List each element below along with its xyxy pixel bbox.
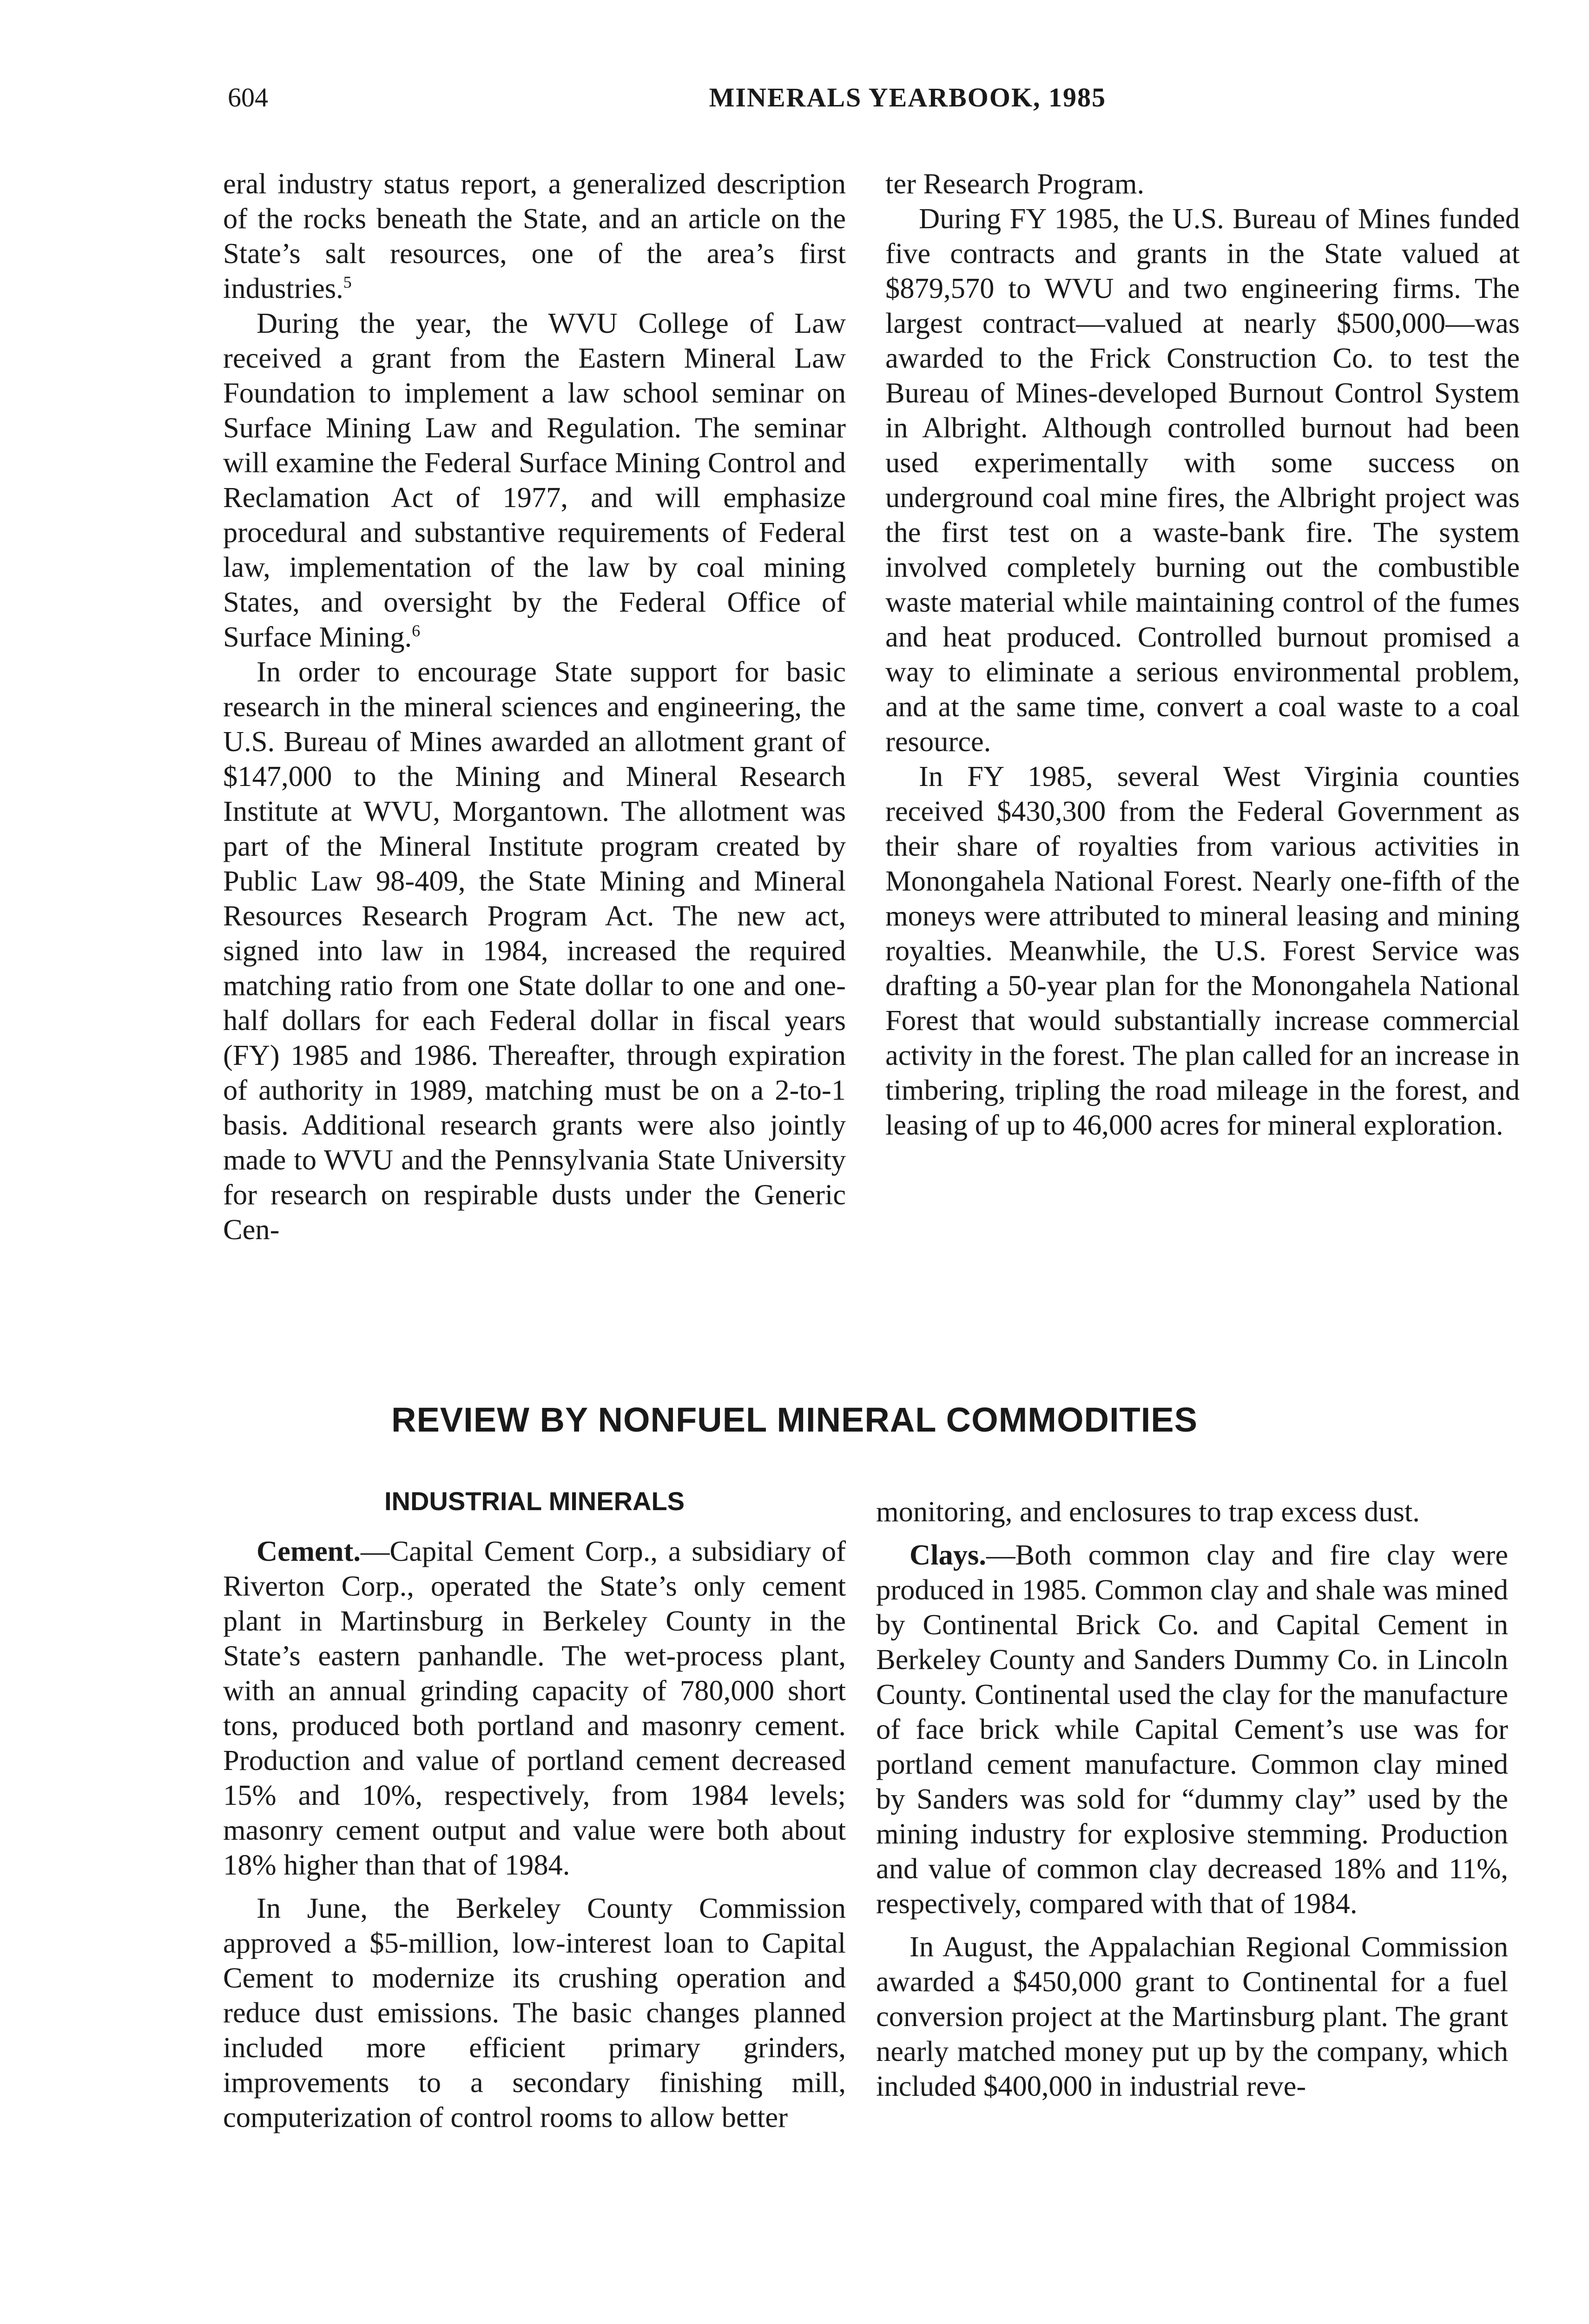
runin-heading-cement: Cement.	[257, 1535, 361, 1567]
paragraph: In FY 1985, several West Virginia counties received $430,300 from the Federal Government as their share of royalties from various activities in Monongahela National Forest. Nearly one-fifth of the moneys were attributed to mineral leasing and mining royalties. Meanwhile, the U.S. Forest Service was drafting a 50-year plan for the Monongahela National Forest that would substantially increase commercial activity in the forest. The plan called for an increase in timbering, tripling the road mileage in the forest, and leasing of up to 46,000 acres for mineral exploration.	[885, 760, 1520, 1141]
paragraph-text: During the year, the WVU College of Law received a grant from the Eastern Mineral Law Foundation to implement a law school seminar on Surface Mining Law and Regulation. The seminar will examine the Federal Surface Mining Control and Reclamation Act of 1977, and will emphasize procedural and substantive requirements of Federal law, implementation of the law by coal mining States, and oversight by the Federal Office of Surface Mining.	[223, 307, 846, 653]
section-heading: REVIEW BY NONFUEL MINERAL COMMODITIES	[391, 1400, 1198, 1439]
top-left-column	[223, 166, 846, 1247]
bottom-left-column	[223, 1534, 846, 2135]
paragraph: In August, the Appalachian Regional Commission awarded a $450,000 grant to Continental for a fuel conversion project at the Martinsburg plant. The grant nearly matched money put up by the company, which included $400,000 in industrial reve-	[876, 1930, 1508, 2102]
paragraph: In order to encourage State support for basic research in the mineral sciences and engineering, the U.S. Bureau of Mines awarded an allotment grant of $147,000 to the Mining and Mineral Research Institute at WVU, Morgantown. The allotment was part of the Mineral Institute program created by Public Law 98-409, the State Mining and Mineral Resources Research Program Act. The new act, signed into law in 1984, increased the required matching ratio from one State dollar to one and one-half dollars for each Federal dollar in fiscal years (FY) 1985 and 1986. Thereafter, through expiration of authority in 1989, matching must be on a 2-to-1 basis. Additional research grants were also jointly made to WVU and the Pennsylvania State University for research on respirable dusts under the Generic Cen-	[223, 655, 846, 1246]
bottom-right-column	[876, 1494, 1508, 2104]
paragraph-text: eral industry status report, a generalized description of the rocks beneath the State, and an article on the State’s salt resources, one of the area’s first industries.	[223, 167, 846, 304]
page-number: 604	[228, 82, 268, 112]
subsection-heading: INDUSTRIAL MINERALS	[384, 1486, 685, 1516]
paragraph	[223, 166, 846, 306]
paragraph: In June, the Berkeley County Commission approved a $5-million, low-interest loan to Capital Cement to modernize its crushing operation and reduce dust emissions. The basic changes planned included more efficient primary grinders, improvements to a secondary finishing mill, computerization of control rooms to allow better	[223, 1892, 846, 2133]
paragraph-text: —Capital Cement Corp., a subsidiary of Riverton Corp., operated the State’s only cement plant in Martinsburg in Berkeley County in the State’s eastern panhandle. The wet-process plant, with an annual grinding capacity of 780,000 short tons, produced both portland and masonry cement. Production and value of portland cement decreased 15% and 10%, respectively, from 1984 levels; masonry cement output and value were both about 18% higher than that of 1984.	[223, 1535, 846, 1881]
paragraph	[223, 1534, 846, 1882]
paragraph-text: —Both common clay and fire clay were produced in 1985. Common clay and shale was mined by Continental Brick Co. and Capital Cement in Berkeley County and Sanders Dummy Co. in Lincoln County. Continental used the clay for the manufacture of face brick while Capital Cement’s use was for portland cement manufacture. Common clay mined by Sanders was sold for “dummy clay” used by the mining industry for explosive stemming. Production and value of common clay decreased 18% and 11%, respectively, compared with that of 1984.	[876, 1538, 1508, 1920]
paragraph: During FY 1985, the U.S. Bureau of Mines funded five contracts and grants in the State valued at $879,570 to WVU and two engineering firms. The largest contract—valued at nearly $500,000—was awarded to the Frick Construction Co. to test the Bureau of Mines-developed Burnout Control System in Albright. Although controlled burnout had been used experimentally with some success on underground coal mine fires, the Albright project was the first test on a waste-bank fire. The system involved completely burning out the combustible waste material while maintaining control of the fumes and heat produced. Controlled burnout promised a way to eliminate a serious environmental problem, and at the same time, convert a coal waste to a coal resource.	[885, 202, 1520, 758]
runin-heading-clays: Clays.	[910, 1538, 986, 1571]
top-right-column	[885, 166, 1520, 1142]
paragraph	[876, 1538, 1508, 1921]
paragraph	[223, 306, 846, 654]
running-header	[228, 79, 1106, 116]
paragraph: ter Research Program.	[885, 167, 1145, 200]
running-title: MINERALS YEARBOOK, 1985	[709, 82, 1106, 112]
footnote-marker: 5	[343, 273, 352, 292]
footnote-marker: 6	[412, 621, 421, 640]
paragraph: monitoring, and enclosures to trap excess dust.	[876, 1495, 1420, 1528]
